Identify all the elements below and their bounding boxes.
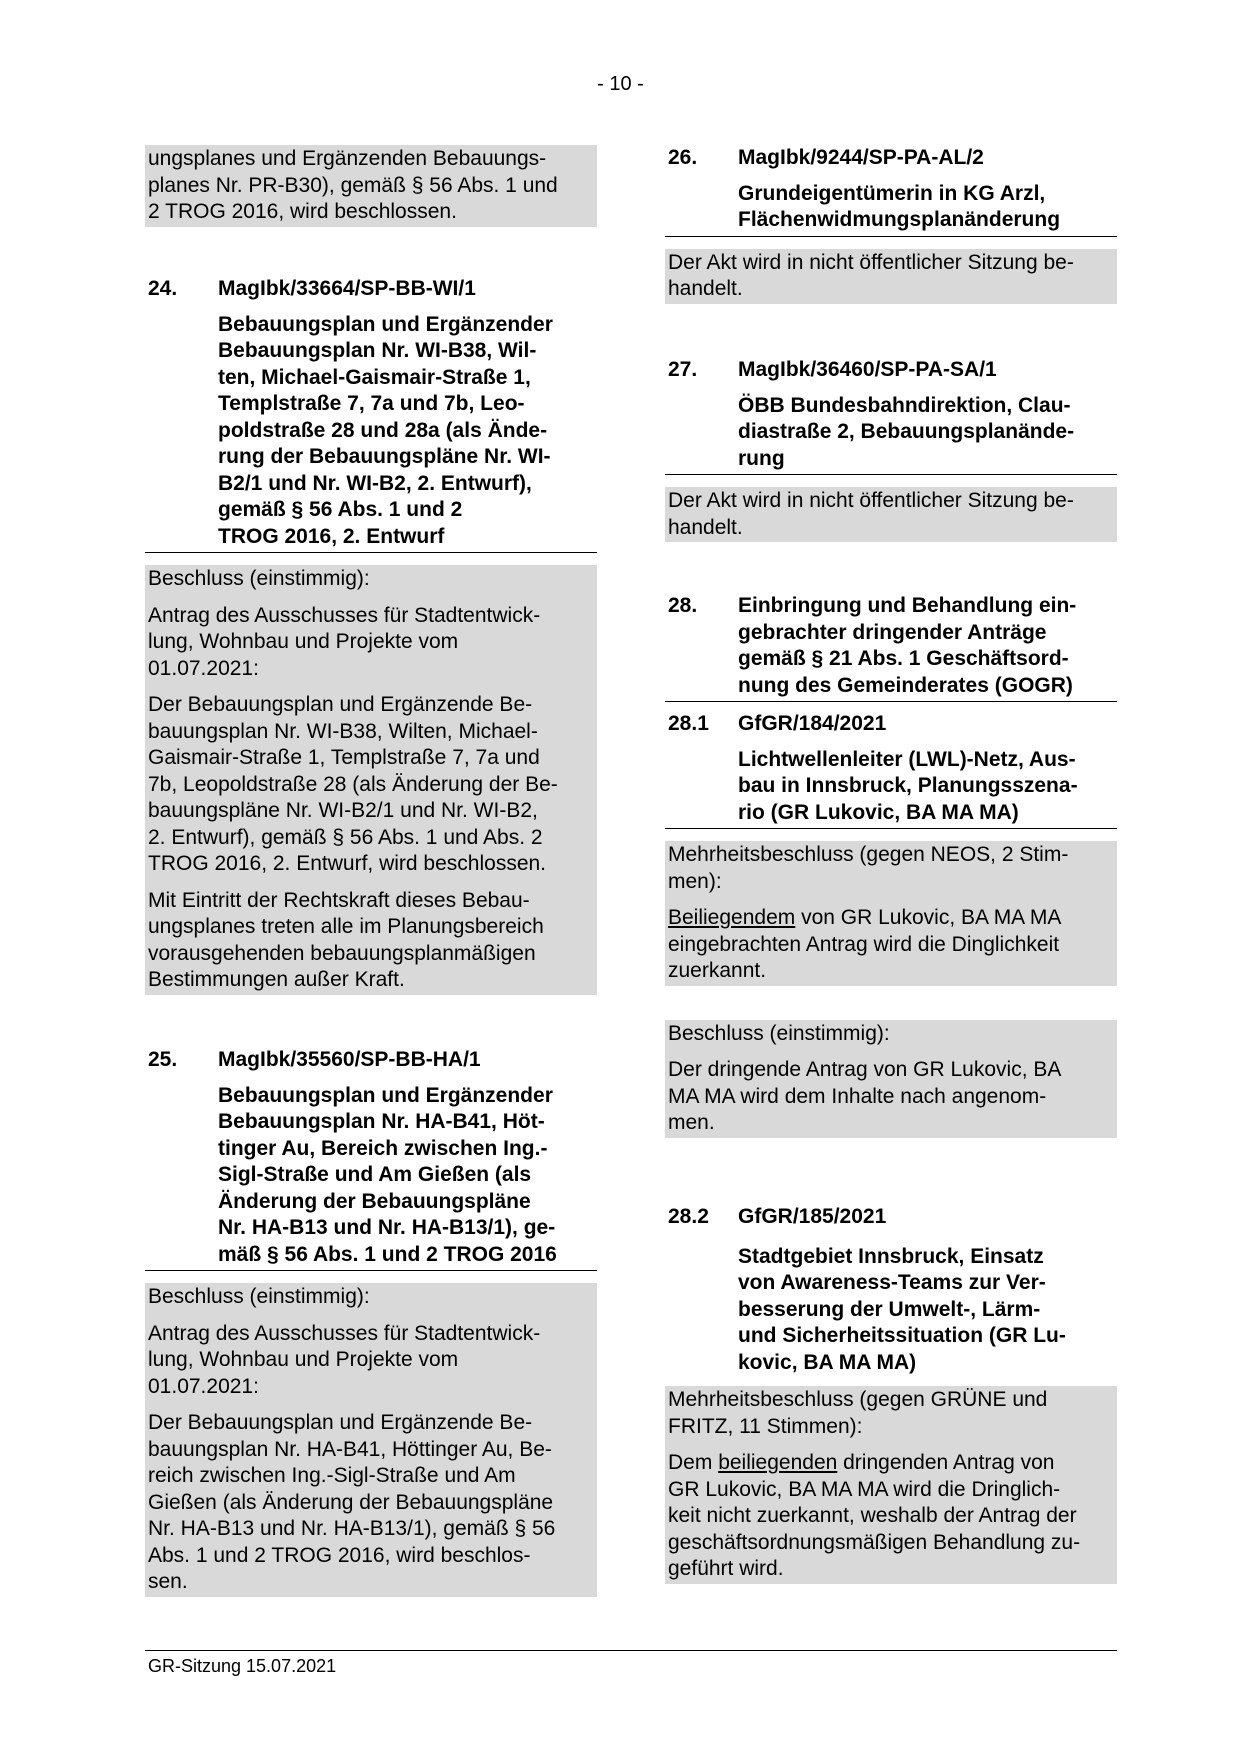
title-line: bau in Innsbruck, Planungsszena- bbox=[738, 774, 1078, 797]
paragraph: Dem beiliegenden dringenden Antrag von GR Lukovic, BA MA MA wird die Dringlich- keit nicht zuerkannt, weshalb der Antrag der geschäftsordnungsmäßigen Behandlung zu- geführt wird. bbox=[668, 1451, 1081, 1580]
item-id: MagIbk/35560/SP-BB-HA/1 bbox=[218, 1048, 481, 1071]
title-line: Grundeigentümerin in KG Arzl, bbox=[738, 181, 1046, 205]
decision-box bbox=[145, 1283, 597, 1597]
title-line: kovic, BA MA MA) bbox=[738, 1350, 917, 1374]
item-28 bbox=[665, 593, 1117, 702]
title-line: poldstraße 28 und 28a (als Ände- bbox=[218, 418, 548, 442]
title-line: TROG 2016, 2. Entwurf bbox=[218, 524, 445, 548]
item-28-2 bbox=[665, 1204, 1117, 1584]
item-number: 28.2 bbox=[668, 1205, 709, 1228]
title-line: ÖBB Bundesbahndirektion, Clau- bbox=[738, 393, 1071, 417]
item-number: 24. bbox=[148, 277, 178, 300]
item-number: 27. bbox=[668, 358, 698, 381]
paragraph: Antrag des Ausschusses für Stadtentwick- lung, Wohnbau und Projekte vom 01.07.2021: bbox=[148, 603, 541, 680]
title-line: rung bbox=[738, 446, 785, 470]
title-line: Templstraße 7, 7a und 7b, Leo- bbox=[218, 392, 525, 415]
paragraph: Antrag des Ausschusses für Stadtentwick- lung, Wohnbau und Projekte vom 01.07.2021: bbox=[148, 1321, 541, 1398]
text-line: planes Nr. PR-B30), gemäß § 56 Abs. 1 und bbox=[148, 173, 558, 197]
decision-label: Mehrheitsbeschluss (gegen GRÜNE und FRITZ, 11 Stimmen): bbox=[668, 1388, 1048, 1438]
item-title bbox=[665, 393, 1117, 473]
title-line: Bebauungsplan und Ergänzender bbox=[218, 1083, 553, 1107]
title-line: Nr. HA-B13 und Nr. HA-B13/1), ge- bbox=[218, 1216, 556, 1239]
item-title bbox=[738, 593, 1117, 699]
item-number: 28.1 bbox=[668, 712, 709, 735]
title-line: Bebauungsplan und Ergänzender bbox=[218, 312, 553, 336]
footer: GR-Sitzung 15.07.2021 bbox=[148, 1656, 337, 1676]
item-number: 28. bbox=[668, 594, 698, 617]
item-26 bbox=[665, 145, 1117, 304]
title-line: mäß § 56 Abs. 1 und 2 TROG 2016 bbox=[218, 1242, 557, 1266]
item-27 bbox=[665, 357, 1117, 542]
title-line: Änderung der Bebauungspläne bbox=[218, 1189, 531, 1213]
paragraph: Der Akt wird in nicht öffentlicher Sitzung be- handelt. bbox=[668, 250, 1074, 300]
title-line: Stadtgebiet Innsbruck, Einsatz bbox=[738, 1244, 1044, 1268]
item-id: GfGR/185/2021 bbox=[738, 1205, 887, 1228]
item-title bbox=[665, 181, 1117, 234]
paragraph: Beiliegendem von GR Lukovic, BA MA MA eingebrachten Antrag wird die Dinglichkeit zuerkannt. bbox=[668, 906, 1062, 982]
title-line: gemäß § 56 Abs. 1 und 2 bbox=[218, 498, 463, 521]
page-number: - 10 - bbox=[597, 73, 644, 95]
item-title bbox=[145, 1083, 597, 1269]
decision-box bbox=[665, 249, 1117, 304]
decision-label: Beschluss (einstimmig): bbox=[148, 1285, 370, 1308]
title-line: von Awareness-Teams zur Ver- bbox=[738, 1271, 1046, 1294]
paragraph: Mit Eintritt der Rechtskraft dieses Bebau- ungsplanes treten alle im Planungsbereich vorausgehenden bebauungsplanmäßigen Bestimmungen außer Kraft. bbox=[148, 888, 544, 991]
title-line: gemäß § 21 Abs. 1 Geschäftsord- bbox=[738, 647, 1069, 670]
title-line: nung des Gemeinderates (GOGR) bbox=[738, 673, 1073, 697]
paragraph: Der Bebauungsplan und Ergänzende Be- bauungsplan Nr. HA-B41, Höttinger Au, Be- reich zwischen Ing.-Sigl-Straße und Am Gießen (als Änderung der Bebauungspläne Nr. HA-B13 und Nr. HA-B13/1), gemäß § 56 Abs. 1 und 2 TROG 2016, wird beschlos- sen. bbox=[148, 1411, 556, 1593]
title-line: diastraße 2, Bebauungsplanände- bbox=[738, 420, 1075, 443]
title-line: rio (GR Lukovic, BA MA MA) bbox=[738, 800, 1019, 824]
title-line: und Sicherheitssituation (GR Lu- bbox=[738, 1324, 1066, 1347]
decision-box bbox=[665, 1020, 1117, 1138]
title-line: rung der Bebauungspläne Nr. WI- bbox=[218, 445, 551, 468]
title-line: Einbringung und Behandlung ein- bbox=[738, 594, 1077, 617]
decision-label: Beschluss (einstimmig): bbox=[668, 1021, 890, 1045]
title-line: ten, Michael-Gaismair-Straße 1, bbox=[218, 365, 531, 389]
intro-text bbox=[145, 145, 597, 227]
text-line: ungsplanes und Ergänzenden Bebauungs- bbox=[148, 147, 547, 170]
title-line: Bebauungsplan Nr. HA-B41, Höt- bbox=[218, 1110, 545, 1133]
footer-divider bbox=[145, 1650, 1117, 1651]
decision-box bbox=[665, 1386, 1117, 1584]
decision-box bbox=[665, 487, 1117, 542]
item-25 bbox=[145, 1047, 597, 1597]
title-line: besserung der Umwelt-, Lärm- bbox=[738, 1297, 1041, 1321]
item-number: 25. bbox=[148, 1048, 178, 1071]
item-title bbox=[665, 1244, 1117, 1377]
title-line: Sigl-Straße und Am Gießen (als bbox=[218, 1163, 532, 1186]
title-line: Flächenwidmungsplanänderung bbox=[738, 208, 1061, 231]
text-line: 2 TROG 2016, wird beschlossen. bbox=[148, 200, 457, 223]
decision-box bbox=[665, 841, 1117, 986]
paragraph: Der Akt wird in nicht öffentlicher Sitzung be- handelt. bbox=[668, 489, 1074, 539]
item-id: MagIbk/36460/SP-PA-SA/1 bbox=[738, 358, 997, 381]
item-28-1 bbox=[665, 711, 1117, 1138]
item-id: GfGR/184/2021 bbox=[738, 712, 887, 735]
item-24 bbox=[145, 276, 597, 995]
paragraph: Der dringende Antrag von GR Lukovic, BA MA MA wird dem Inhalte nach angenom- men. bbox=[668, 1058, 1062, 1134]
item-id: MagIbk/33664/SP-BB-WI/1 bbox=[218, 277, 476, 300]
decision-label: Mehrheitsbeschluss (gegen NEOS, 2 Stim- men): bbox=[668, 843, 1069, 893]
item-number: 26. bbox=[668, 146, 698, 169]
title-line: Bebauungsplan Nr. WI-B38, Wil- bbox=[218, 339, 537, 362]
title-line: B2/1 und Nr. WI-B2, 2. Entwurf), bbox=[218, 471, 532, 495]
decision-label: Beschluss (einstimmig): bbox=[148, 567, 370, 590]
item-title bbox=[665, 747, 1117, 827]
title-line: gebrachter dringender Anträge bbox=[738, 620, 1047, 644]
item-id: MagIbk/9244/SP-PA-AL/2 bbox=[738, 146, 984, 169]
decision-box bbox=[145, 565, 597, 995]
item-title bbox=[145, 312, 597, 551]
paragraph: Der Bebauungsplan und Ergänzende Be- bauungsplan Nr. WI-B38, Wilten, Michael- Gaismair-Straße 1, Templstraße 7, 7a und 7b, Leopoldstraße 28 (als Änderung der Be- bauungspläne Nr. WI-B2/1 und Nr. WI-B2, 2. Entwurf), gemäß § 56 Abs. 1 und Abs. 2 TROG 2016, 2. Entwurf, wird beschlossen. bbox=[148, 693, 558, 875]
title-line: tinger Au, Bereich zwischen Ing.- bbox=[218, 1136, 548, 1160]
title-line: Lichtwellenleiter (LWL)-Netz, Aus- bbox=[738, 747, 1076, 771]
